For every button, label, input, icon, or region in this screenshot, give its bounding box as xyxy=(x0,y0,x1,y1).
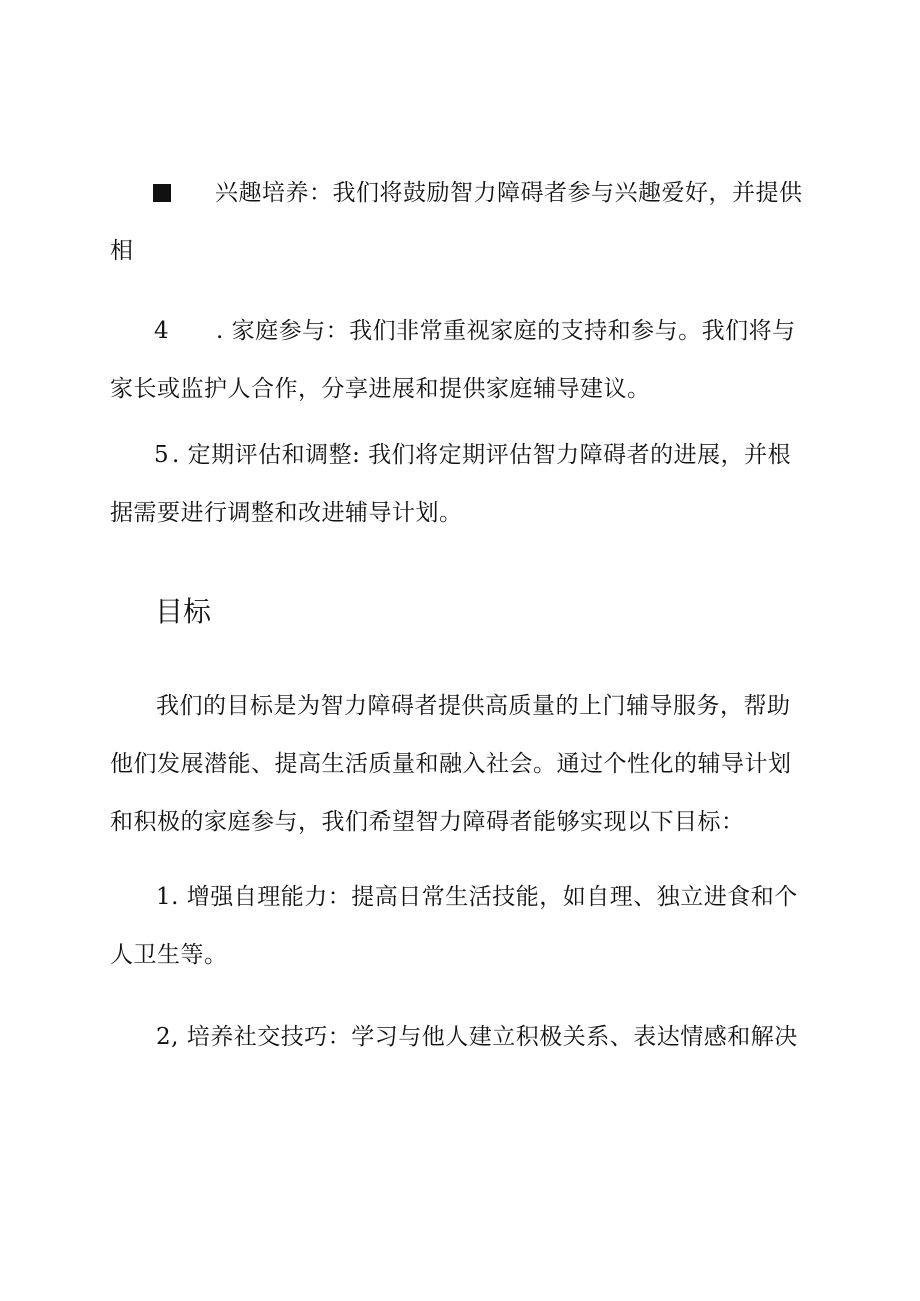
review-paragraph xyxy=(110,426,810,542)
family-text: . 家庭参与：我们非常重视家庭的支持和参与。我们将与家长或监护人合作，分享进展和提供家庭辅导建议。 xyxy=(110,318,796,402)
review-number: 5 xyxy=(154,442,170,468)
goal-item-1: 1. 增强自理能力：提高日常生活技能，如自理、独立进食和个人卫生等。 xyxy=(110,884,798,968)
interest-text: 兴趣培养：我们将鼓励智力障碍者参与兴趣爱好，并提供相 xyxy=(110,180,803,264)
family-number: 4 xyxy=(154,318,170,344)
goal-item-2: 2, 培养社交技巧：学习与他人建立积极关系、表达情感和解决 xyxy=(156,1024,798,1050)
family-paragraph xyxy=(110,302,810,418)
interest-paragraph xyxy=(110,164,810,280)
goals-intro-paragraph: 我们的目标是为智力障碍者提供高质量的上门辅导服务，帮助他们发展潜能、提高生活质量和融入社会。通过个性化的辅导计划和积极的家庭参与，我们希望智力障碍者能够实现以下目标： xyxy=(110,693,792,835)
review-text: . 定期评估和调整: 我们将定期评估智力障碍者的进展，并根据需要进行调整和改进辅导计划。 xyxy=(110,442,792,526)
section-heading: 目标 xyxy=(155,595,212,628)
